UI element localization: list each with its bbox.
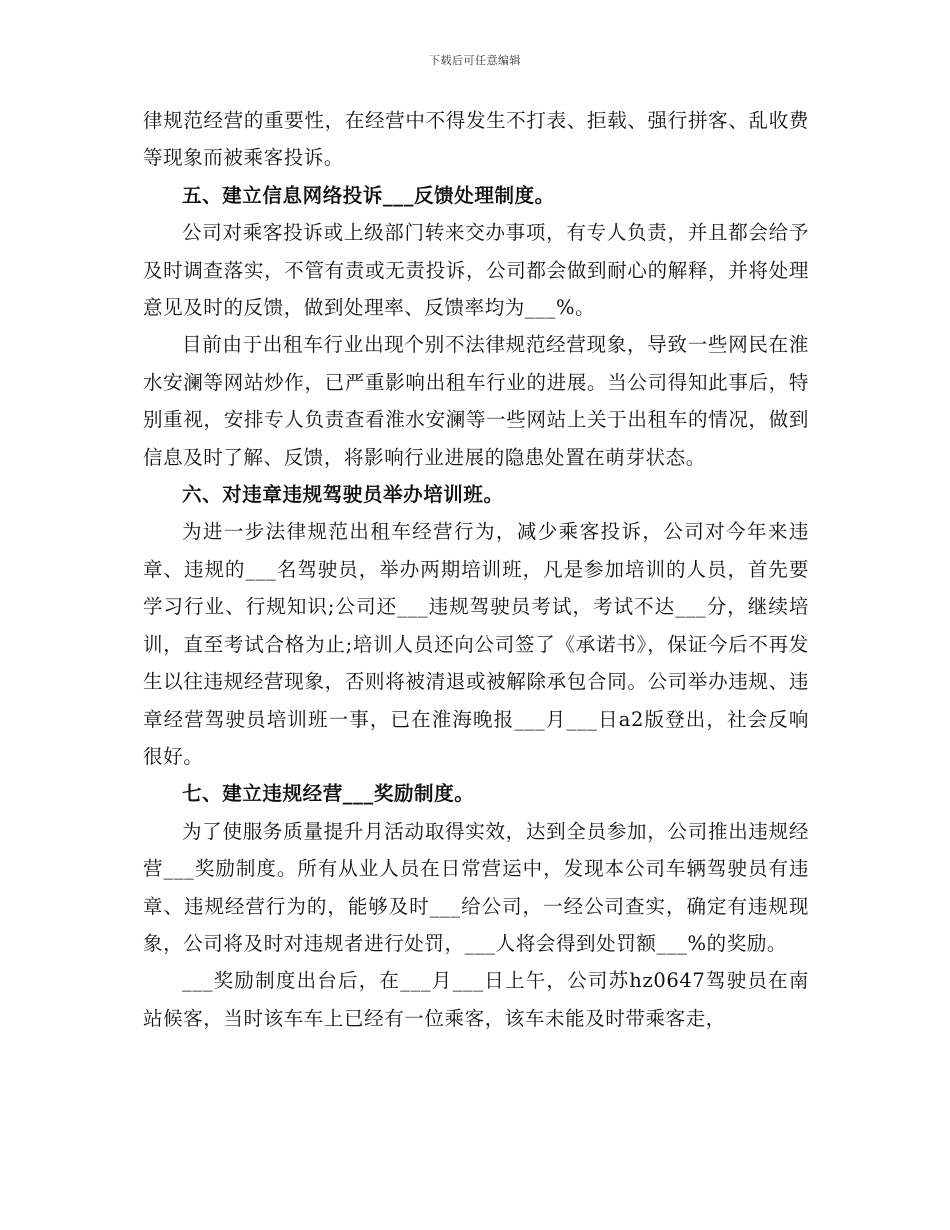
section-heading-5: 五、建立信息网络投诉___反馈处理制度。	[182, 183, 555, 207]
section-heading-6: 六、对违章违规驾驶员举办培训班。	[182, 483, 504, 507]
paragraph-continuation: 律规范经营的重要性，在经营中不得发生不打表、拒载、强行拼客、乱收费等现象而被乘客投诉。	[143, 109, 809, 170]
paragraph: 目前由于出租车行业出现个别不法律规范经营现象，导致一些网民在淮水安澜等网站炒作，已严重影响出租车行业的进展。当公司得知此事后，特别重视，安排专人负责查看淮水安澜等一些网站上关于出租车的情况，做到信息及时了解、反馈，将影响行业进展的隐患处置在萌芽状态。	[143, 333, 809, 469]
paragraph: ___奖励制度出台后，在___月___日上午，公司苏hz0647驾驶员在南站候客，当时该车车上已经有一位乘客，该车未能及时带乘客走，	[143, 969, 809, 1030]
page-header: 下载后可任意编辑	[429, 54, 521, 67]
paragraph: 公司对乘客投诉或上级部门转来交办事项，有专人负责，并且都会给予及时调查落实，不管有责或无责投诉，公司都会做到耐心的解释，并将处理意见及时的反馈，做到处理率、反馈率均为___%。	[143, 221, 809, 320]
paragraph: 为进一步法律规范出租车经营行为，减少乘客投诉，公司对今年来违章、违规的___名驾驶员，举办两期培训班，凡是参加培训的人员，首先要学习行业、行规知识;公司还___违规驾驶员考试，考试不达___分，继续培训，直至考试合格为止;培训人员还向公司签了《承诺书》，保证今后不再发生以往违规经营现象，否则将被清退或被解除承包合同。公司举办违规、违章经营驾驶员培训班一事，已在淮海晚报___月___日a2版登出，社会反响很好。	[143, 520, 809, 768]
section-heading-7: 七、建立违规经营___奖励制度。	[182, 782, 475, 806]
document-body	[143, 102, 809, 1037]
paragraph: 为了使服务质量提升月活动取得实效，达到全员参加，公司推出违规经营___奖励制度。所有从业人员在日常营运中，发现本公司车辆驾驶员有违章、违规经营行为的，能够及时___给公司，一经公司查实，确定有违规现象，公司将及时对违规者进行处罚，___人将会得到处罚额___%的奖励。	[143, 819, 809, 955]
